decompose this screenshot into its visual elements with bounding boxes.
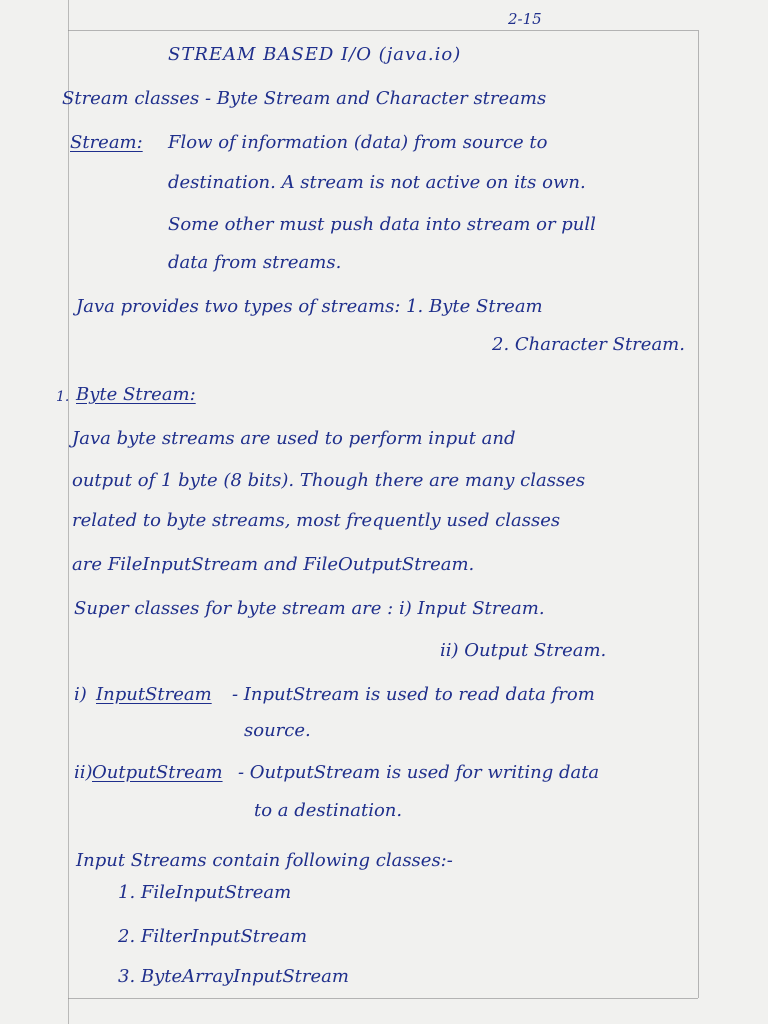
input-class-item: 1. FileInputStream [118, 882, 292, 903]
byte-stream-para-line: output of 1 byte (8 bits). Though there are many classes [72, 470, 586, 491]
bottom-rule [68, 998, 698, 999]
super-classes-intro: Super classes for byte stream are : i) Input Stream. [74, 598, 545, 619]
right-rule [698, 30, 699, 998]
input-class-item: 2. FilterInputStream [118, 926, 308, 947]
page-title: STREAM BASED I/O (java.io) [168, 44, 462, 65]
byte-stream-heading: Byte Stream: [76, 384, 196, 405]
input-stream-label: InputStream [96, 684, 212, 705]
output-stream-label: OutputStream [92, 762, 223, 783]
stream-term: Stream: [70, 132, 143, 153]
super-classes-item-2: ii) Output Stream. [440, 640, 607, 661]
input-stream-desc-2: source. [244, 720, 311, 741]
input-class-item: 3. ByteArrayInputStream [118, 966, 349, 987]
input-classes-intro: Input Streams contain following classes:- [76, 850, 453, 871]
input-stream-desc: - InputStream is used to read data from [232, 684, 595, 705]
stream-def-line: Flow of information (data) from source to [168, 132, 548, 153]
byte-stream-para-line: are FileInputStream and FileOutputStream. [72, 554, 475, 575]
input-stream-prefix: i) [74, 684, 87, 705]
byte-stream-number: 1. [56, 389, 70, 405]
stream-def-line: Some other must push data into stream or pull [168, 214, 596, 235]
types-item-2: 2. Character Stream. [492, 334, 685, 355]
top-rule [68, 30, 698, 31]
byte-stream-para-line: related to byte streams, most frequently used classes [72, 510, 561, 531]
subtitle: Stream classes - Byte Stream and Character streams [62, 88, 547, 109]
page-number: 2-15 [508, 10, 542, 28]
output-stream-desc: - OutputStream is used for writing data [238, 762, 600, 783]
margin-line [68, 0, 69, 1024]
stream-def-line: data from streams. [168, 252, 342, 273]
output-stream-prefix: ii) [74, 762, 93, 783]
stream-def-line: destination. A stream is not active on its own. [168, 172, 586, 193]
types-intro: Java provides two types of streams: 1. Byte Stream [76, 296, 543, 317]
output-stream-desc-2: to a destination. [254, 800, 403, 821]
byte-stream-para-line: Java byte streams are used to perform input and [72, 428, 516, 449]
